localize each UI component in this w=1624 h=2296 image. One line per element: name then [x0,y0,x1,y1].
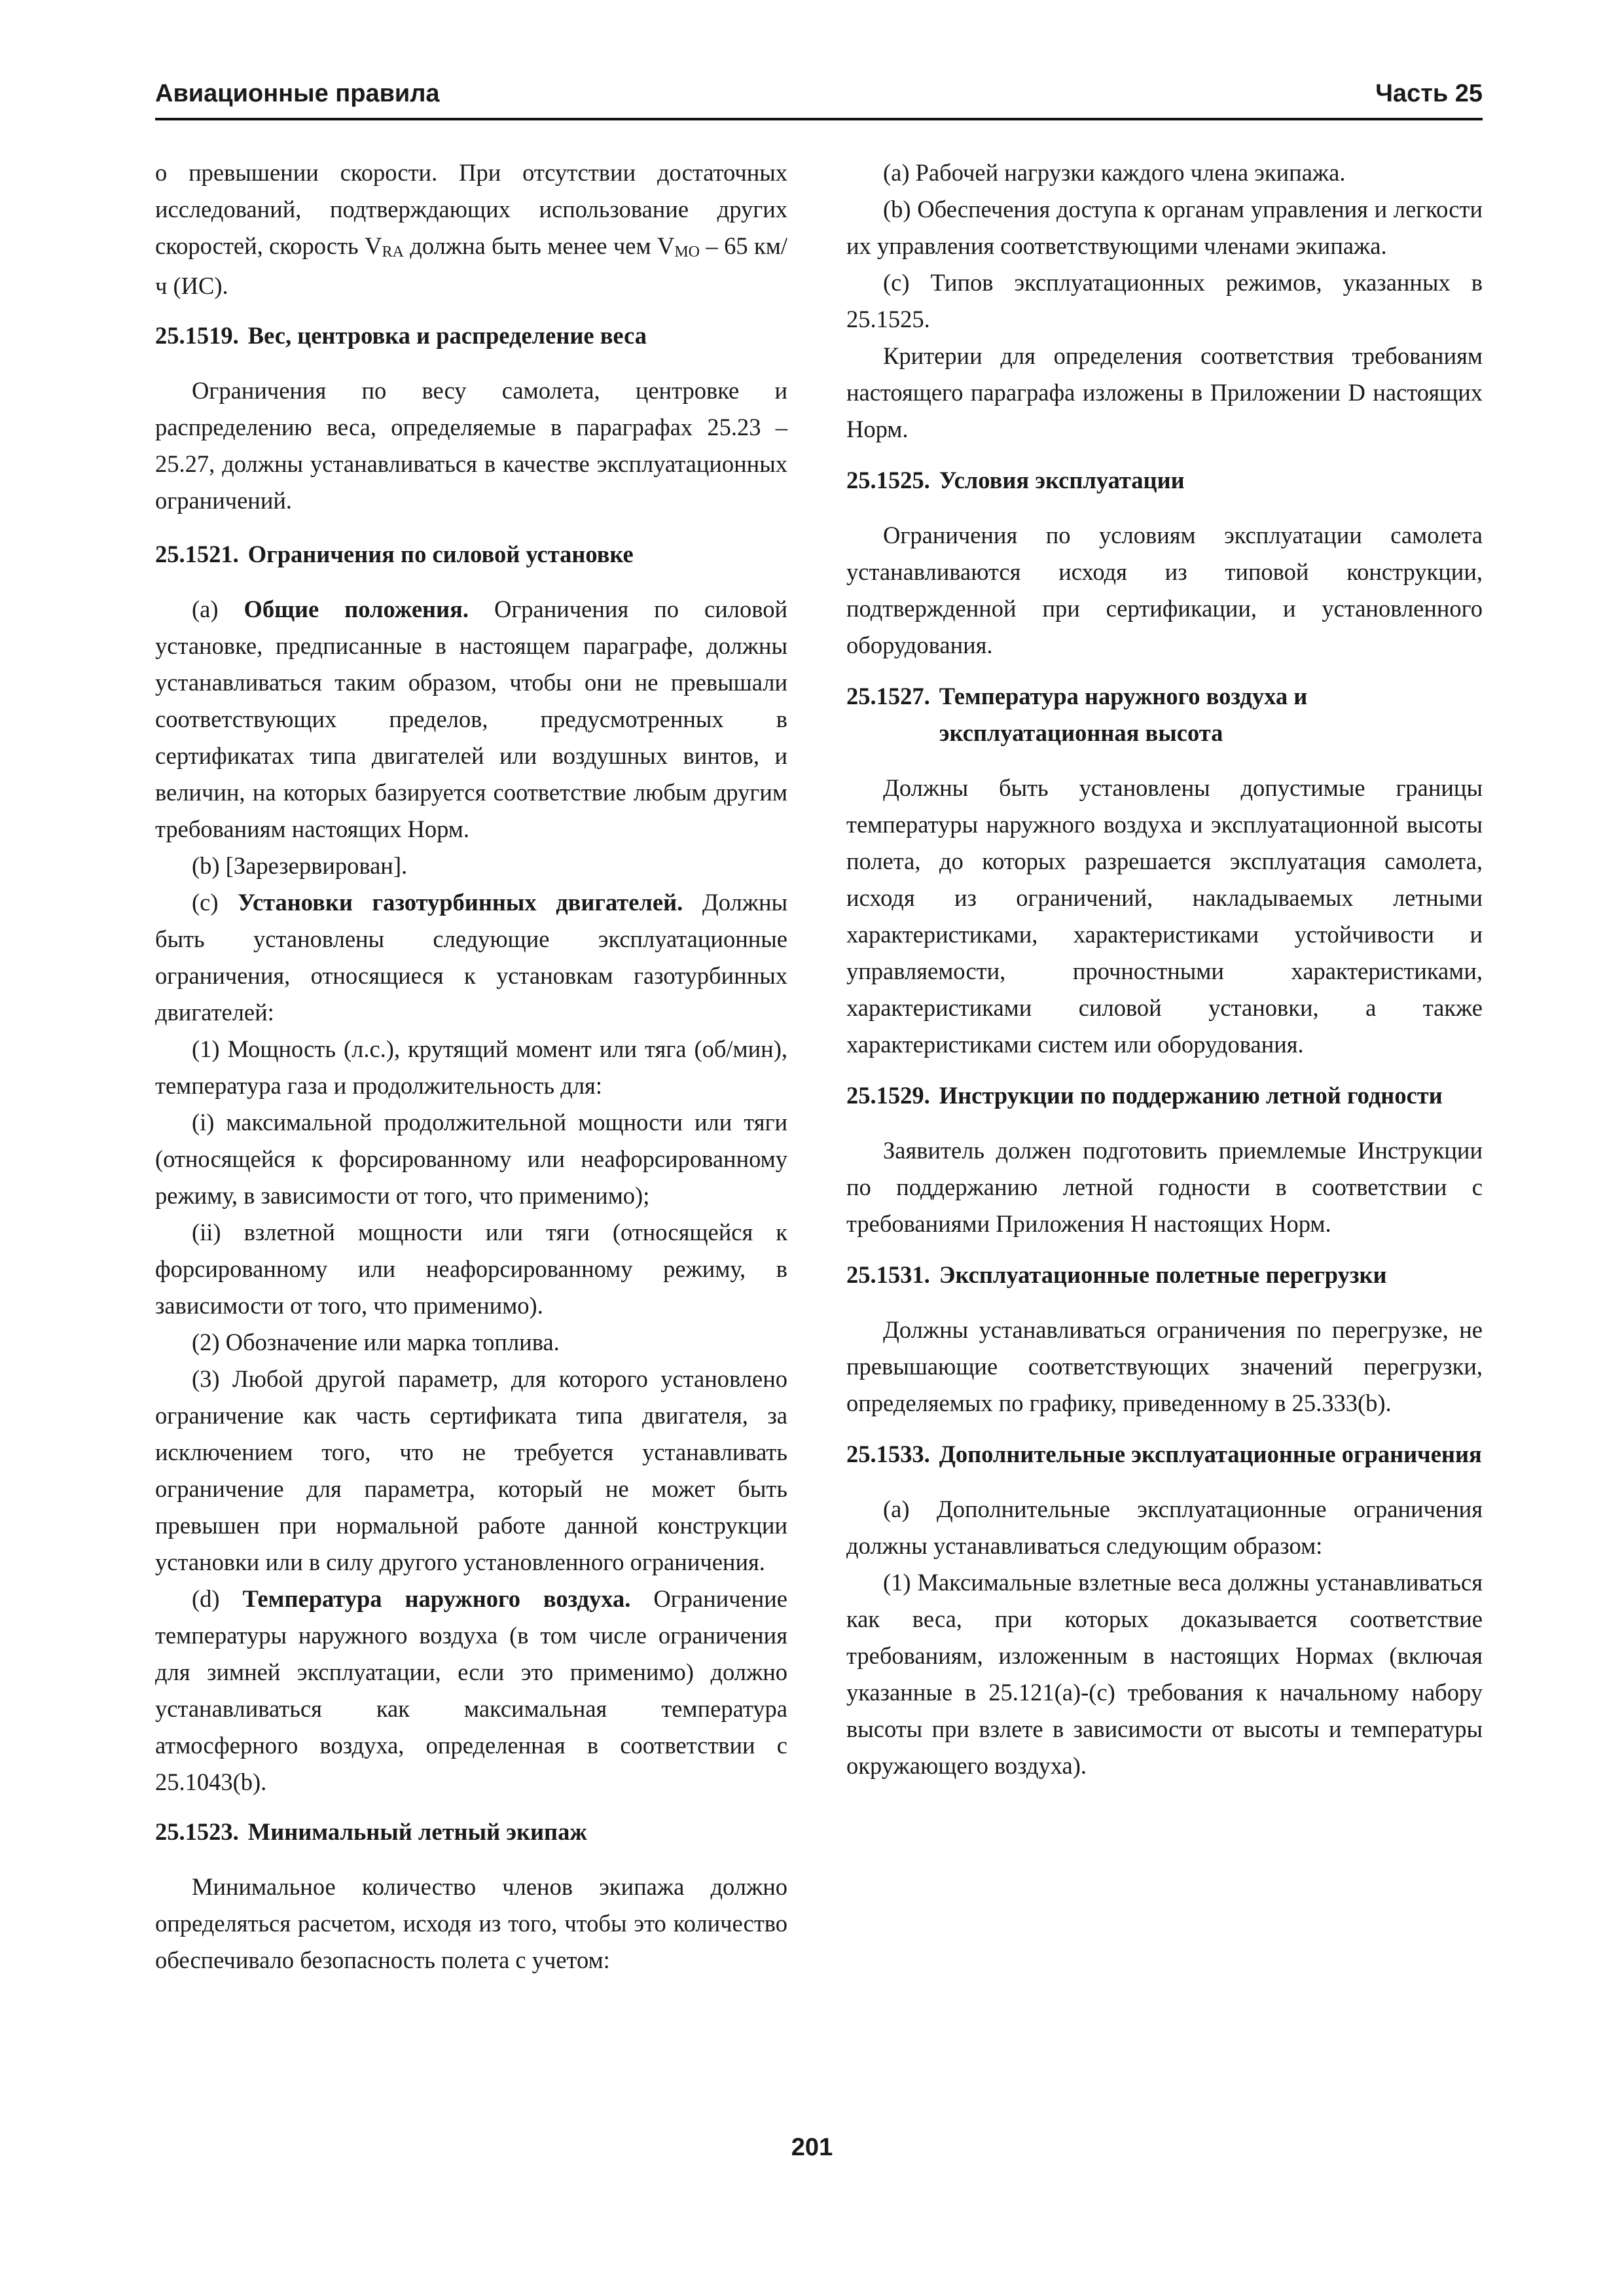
paragraph-1521-a [155,591,787,848]
section-title: Условия эксплуатации [939,467,1185,493]
clause-text: Ограничение температуры наружного воздуха (в том числе ограничения для зимней эксплуатации, если это применимо) должно устанавливаться как максимальная температура атмосферного воздуха, определенная в соответствии с 25.1043(b). [155,1585,787,1795]
section-heading-1531 [846,1257,1483,1293]
clause-lead: Общие положения. [244,596,469,622]
paragraph-1523-b: (b) Обеспечения доступа к органам управления и легкости их управления соответствующими членами экипажа. [846,196,1483,259]
paragraph: Заявитель должен подготовить приемлемые Инструкции по поддержанию летной годности в соответствии с требованиями Приложения H настоящих Норм. [846,1137,1483,1237]
paragraph-1521-c2: (2) Обозначение или марка топлива. [192,1329,560,1355]
running-header [155,77,1483,120]
paragraph-1533-a1: (1) Максимальные взлетные веса должны устанавливаться как веса, при которых доказывается соответствие требованиям, изложенным в настоящих Нормах (включая указанные в 25.121(a)-(c) требования к начальному набору высоты при взлете в зависимости от высоты и температуры окружающего воздуха). [846,1569,1483,1779]
section-number: 25.1523. [155,1818,239,1845]
clause-text: Ограничения по силовой установке, предписанные в настоящем параграфе, должны устанавливаться таким образом, чтобы они не превышали соответствующих пределов, предусмотренных в сертификатах типа двигателей или воздушных винтов, и величин, на которых базируется соответствие любым другим требованиям настоящих Норм. [155,596,787,842]
paragraph-1521-b: (b) [Зарезервирован]. [192,852,408,879]
clause-lead: Установки газотурбинных двигателей. [238,889,683,916]
section-title: Дополнительные эксплуатационные ограничения [939,1441,1482,1467]
right-column [846,154,1483,1784]
paragraph: Должны устанавливаться ограничения по перегрузке, не превышающие соответствующих значений перегрузки, определяемых по графику, приведенному в 25.333(b). [846,1316,1483,1416]
section-title: Вес, центровка и распределение веса [247,322,647,349]
section-number: 25.1533. [846,1441,930,1467]
section-number: 25.1527. [846,683,930,709]
section-title: Температура наружного воздуха и эксплуатационная высота [939,683,1308,746]
clause-label: (c) [192,889,238,916]
intro-text-1: о превышении скорости. При отсутствии достаточных исследований, подтверждающих использование других скоростей, скорость V [155,159,787,259]
paragraph: Ограничения по весу самолета, центровке и распределению веса, определяемые в параграфах 25.23 – 25.27, должны устанавливаться в качестве эксплуатационных ограничений. [155,377,787,514]
subscript-mo: MO [674,243,700,260]
paragraph-1523-criteria: Критерии для определения соответствия требованиям настоящего параграфа изложены в Приложении D настоящих Норм. [846,342,1483,442]
paragraph-1533-a: (a) Дополнительные эксплуатационные ограничения должны устанавливаться следующим образом: [846,1496,1483,1559]
section-number: 25.1521. [155,541,239,567]
paragraph-1521-cii: (ii) взлетной мощности или тяги (относящейся к форсированному или неафорсированному режиму, в зависимости от того, что применимо). [155,1219,787,1319]
page-number: 201 [791,2134,833,2161]
section-heading-1525 [846,462,1483,499]
clause-lead: Температура наружного воздуха. [242,1585,631,1612]
paragraph: Ограничения по условиям эксплуатации самолета устанавливаются исходя из типовой конструкции, подтвержденной при сертификации, и установленного оборудования. [846,522,1483,658]
section-heading-1521 [155,536,787,573]
left-column [155,154,787,1979]
section-title: Ограничения по силовой установке [247,541,634,567]
section-number: 25.1519. [155,322,239,349]
section-title: Эксплуатационные полетные перегрузки [939,1261,1387,1288]
section-title: Минимальный летный экипаж [247,1818,587,1845]
intro-text-3: – 65 км/ч (ИС). [155,232,787,299]
clause-label: (a) [192,596,244,622]
section-title: Инструкции по поддержанию летной годности [939,1082,1443,1109]
clause-label: (d) [192,1585,243,1612]
paragraph-1521-d [155,1581,787,1801]
section-heading-1529 [846,1077,1483,1114]
paragraph-1523-a: (a) Рабочей нагрузки каждого члена экипажа. [883,159,1346,186]
subscript-ra: RA [382,243,404,260]
section-number: 25.1529. [846,1082,930,1109]
section-heading-1523 [155,1814,787,1850]
section-number: 25.1525. [846,467,930,493]
paragraph-1521-c [155,884,787,1031]
section-heading-1533 [846,1436,1483,1473]
intro-text-2: должна быть менее чем V [403,232,675,259]
section-heading-1527 [846,678,1483,751]
paragraph: Должны быть установлены допустимые границы температуры наружного воздуха и эксплуатационной высоты полета, до которых разрешается эксплуатация самолета, исходя из ограничений, накладываемых летными характеристиками, характеристиками устойчивости и управляемости, прочностными характеристиками, характеристиками силовой установки, а также характеристиками систем или оборудования. [846,774,1483,1058]
intro-paragraph [155,154,787,304]
paragraph-1521-c1: (1) Мощность (л.с.), крутящий момент или тяга (об/мин), температура газа и продолжительность для: [155,1035,787,1099]
paragraph: Минимальное количество членов экипажа должно определяться расчетом, исходя из того, чтобы это количество обеспечивало безопасность полета с учетом: [155,1873,787,1973]
section-heading-1519 [155,317,787,354]
section-number: 25.1531. [846,1261,930,1288]
clause-text: Должны быть установлены следующие эксплуатационные ограничения, относящиеся к установкам газотурбинных двигателей: [155,889,788,1026]
paragraph-1521-c3: (3) Любой другой параметр, для которого установлено ограничение как часть сертификата типа двигателя, за исключением того, что не требуется устанавливать ограничение для параметра, который не может быть превышен при нормальной работе данной конструкции установки или в силу другого установленного ограничения. [155,1365,787,1575]
header-part: Часть 25 [1375,80,1483,107]
header-title: Авиационные правила [155,80,440,107]
paragraph-1521-ci: (i) максимальной продолжительной мощности или тяги (относящейся к форсированному или неафорсированному режиму, в зависимости от того, что применимо); [155,1109,787,1209]
paragraph-1523-c: (c) Типов эксплуатационных режимов, указанных в 25.1525. [846,269,1483,332]
